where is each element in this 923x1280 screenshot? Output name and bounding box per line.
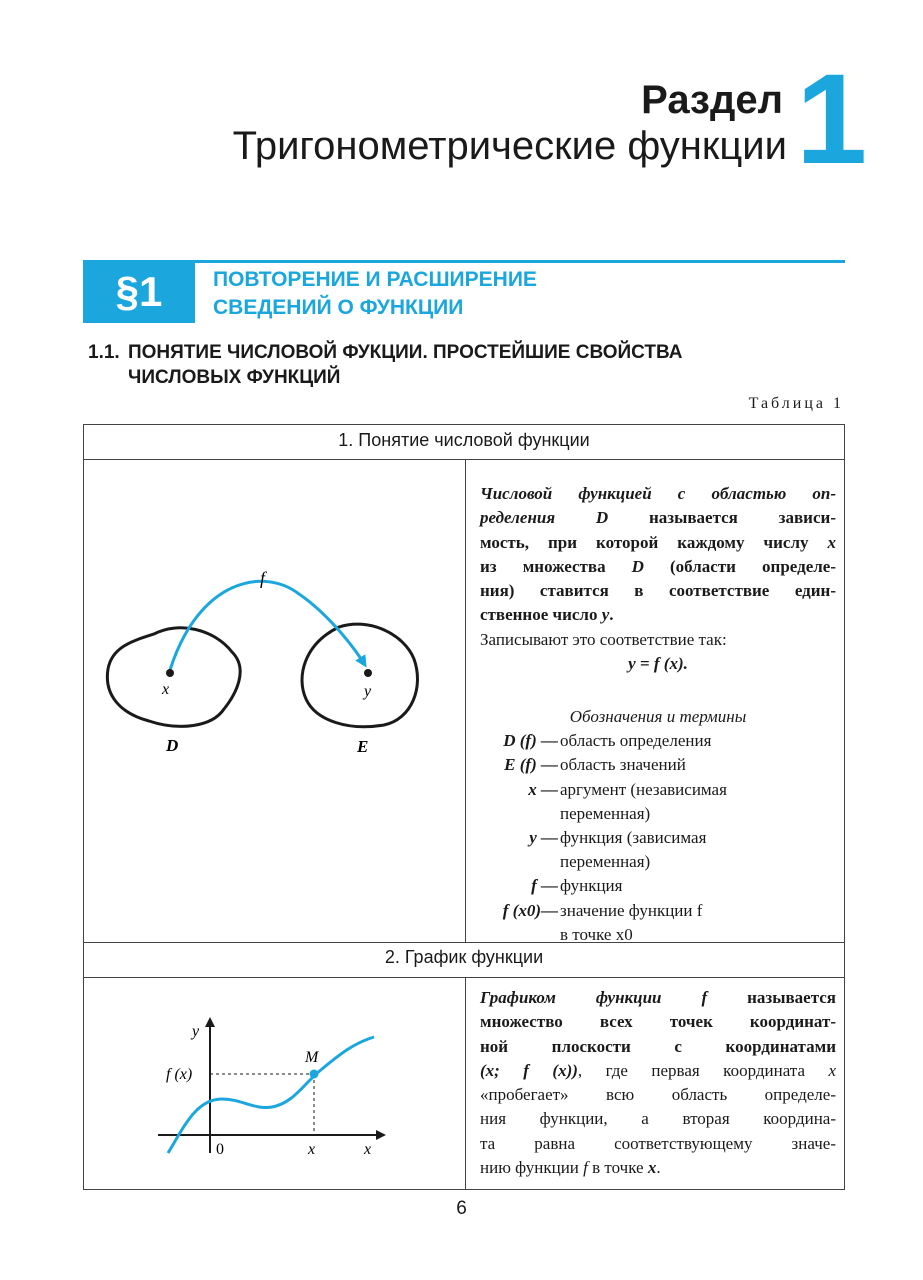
def2-line4: (x; f (x)), где первая координата x: [480, 1060, 837, 1080]
def1-line1: Числовой функцией с областью оп-: [480, 484, 836, 503]
def1-line5: ния) ставится в соответствие един-: [480, 581, 836, 601]
section-rule: [83, 260, 845, 263]
label-x: x: [162, 681, 170, 698]
def1-formula: y = f (x).: [628, 654, 688, 674]
subsection-title: [88, 340, 683, 390]
graph-definition: [480, 986, 836, 1180]
subsection-title-line1: ПОНЯТИЕ ЧИСЛОВОЙ ФУКЦИИ. ПРОСТЕЙШИЕ СВОЙСТВА: [128, 342, 683, 363]
section-title-line1: ПОВТОРЕНИЕ И РАСШИРЕНИЕ: [213, 268, 537, 291]
def2-line5: «пробегает» всю область определе-: [480, 1085, 836, 1105]
page-number: 6: [456, 1198, 467, 1219]
chapter-title: Тригонометрические функции: [232, 124, 787, 168]
set-e-outline: [302, 624, 417, 727]
term-row: y — функция (зависимая: [529, 828, 707, 848]
term-row: D (f) — область определения: [503, 731, 712, 751]
fx-label: f (x): [166, 1066, 193, 1083]
row2-column-divider: [465, 977, 466, 1189]
def1-line2: ределения D называется зависи-: [480, 508, 836, 528]
label-set-e: E: [357, 737, 369, 756]
table-label: Таблица 1: [748, 395, 844, 412]
point-m-label: M: [305, 1049, 319, 1066]
subsection-title-line2: ЧИСЛОВЫХ ФУНКЦИЙ: [128, 367, 341, 388]
x-axis-label: x: [364, 1141, 372, 1158]
term-row: f (x0)— значение функции f: [502, 900, 703, 920]
row1-column-divider: [465, 459, 466, 942]
label-y: y: [364, 683, 372, 700]
term-row: E (f) — область значений: [504, 755, 686, 775]
section-title-line2: СВЕДЕНИЙ О ФУНКЦИИ: [213, 296, 464, 319]
x-tick-label: x: [308, 1141, 316, 1158]
def2-line6: ния функции, а вторая координа-: [480, 1109, 836, 1129]
subsection-number: 1.1.: [88, 342, 120, 363]
origin-label: 0: [216, 1141, 224, 1158]
def2-line3: ной плоскости с координатами: [480, 1036, 836, 1056]
terms-heading: Обозначения и термины: [569, 707, 747, 726]
mapping-diagram: [84, 459, 464, 942]
row2-heading: 2. График функции: [384, 947, 544, 967]
term-row: переменная): [560, 852, 651, 872]
point-m: [310, 1070, 319, 1079]
function-graph: [84, 977, 464, 1189]
def1-line4: из множества D (области определе-: [480, 556, 836, 576]
term-row: f — функция: [531, 876, 623, 896]
def1-line7: Записывают это соответствие так:: [480, 629, 727, 649]
def2-line7: та равна соответствующему значе-: [480, 1133, 836, 1153]
terms-list: [480, 705, 836, 947]
chapter-label: Раздел: [641, 78, 783, 122]
set-d-outline: [107, 628, 240, 727]
def1-line6: ственное число y.: [480, 605, 614, 625]
label-set-d: D: [166, 736, 179, 755]
def2-line1: Графиком функции f называется: [480, 988, 836, 1007]
def2-line2: множество всех точек координат-: [480, 1012, 836, 1032]
function-definition: [480, 482, 836, 676]
chapter-number: 1: [796, 48, 868, 191]
section-mark: §1: [83, 260, 195, 323]
section-title: [213, 266, 537, 322]
def1-line3: мость, при которой каждому числу x: [480, 532, 836, 552]
arrow-label-f: f: [260, 568, 266, 588]
point-y: [364, 669, 372, 677]
term-row: x — аргумент (независимая: [528, 779, 727, 799]
point-x: [166, 669, 174, 677]
row1-heading: 1. Понятие числовой функции: [338, 430, 590, 450]
term-row: переменная): [560, 803, 651, 823]
term-row: в точке x0: [560, 924, 633, 944]
def2-line8: нию функции f в точке x.: [480, 1158, 661, 1178]
y-axis-label: y: [192, 1023, 200, 1040]
mapping-arrow: [170, 581, 365, 670]
